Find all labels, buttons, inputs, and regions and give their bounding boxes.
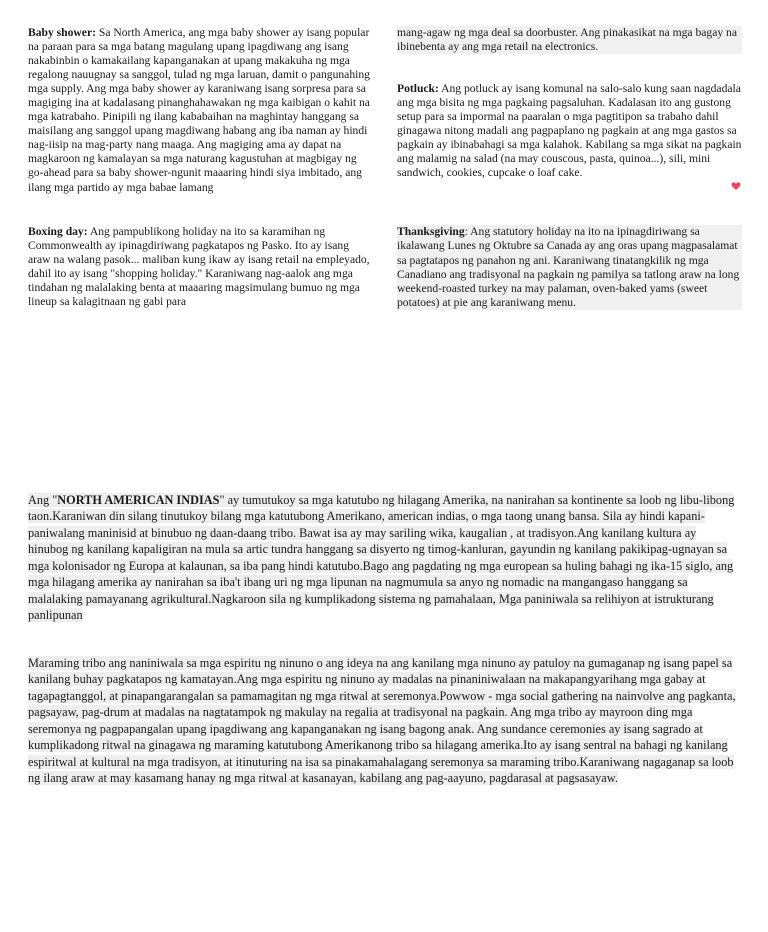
- north-american-indias-paragraph: [28, 492, 738, 624]
- boxing-day-continued: mang-agaw ng mga deal sa doorbuster. Ang pinakasikat na mga bagay na ibinebenta ay ang mga retail na electronics.: [397, 26, 742, 54]
- baby-shower-paragraph: [28, 26, 374, 195]
- north-american-indias-section: [28, 492, 738, 624]
- heart-icon: [731, 181, 741, 191]
- thanksgiving-paragraph: [397, 225, 742, 309]
- potluck-paragraph: [397, 82, 742, 180]
- boxing-day-term: Boxing day:: [28, 224, 88, 238]
- boxing-day-text: Ang pampublikong holiday na ito sa karamihan ng Commonwealth ay ipinagdiriwang pagkatapos ng Pasko. Ito ay isang araw na walang pasok... maliban kung ikaw ay isang retail na empleyado, dahil ito ay isang "shopping holiday." Karaniwang nag-aalok ang mga tindahan ng malalaking benta at maaaring magsimulang bumuo ng mga lineup sa kalagitnaan ng gabi para: [28, 224, 370, 308]
- para2-text: Maraming tribo ang naniniwala sa mga espiritu ng ninuno o ang ideya na ang kanilang mga ninuno ay patuloy na gumaganap ng isang papel sa kanilang buhay pagkatapos ng kamatayan.Ang mga espiritu ng ninuno ay madalas na pinaniniwalaan na makapangyarihang mga gabay at tagapagtanggol, at pinapangarangalan sa pamamagitan ng mga ritwal at seremonya.Powwow - mga social gathering na nainvolve ang pagkanta, pagsayaw, pag-drum at madalas na nagtatampok ng makulay na regalia at tradisyonal na pagkain. Ang mga tribo ay mayroon ding mga seremonya ng pagpapangalan upang ipagdiwang ang kapanganakan ng isang bagong anak. Ang sundance ceremonies ay isang sagrado at kumplikadong ritwal na ginagawa ng maraming katutubong Amerikanong tribo sa hilagang amerika.Ito ay isang sentral na bahagi ng kanilang espiritwal at kultural na mga tradisyon, at itinuturing na isa sa pinakamahalagang seremonya sa maraming tribo.Karaniwang nagaganap sa loob ng ilang araw at may kasamang hanay ng mga ritwal at kasanayan, kabilang ang pag-aayuno, pagdarasal at pagsasayaw.: [28, 656, 736, 786]
- thanksgiving-text: : Ang statutory holiday na ito na ipinagdiriwang sa ikalawang Lunes ng Oktubre sa Canada ay ang oras upang magpasalamat sa pagtatapos ng panahon ng ani. Karaniwang tinatangkilik ng mga Canadiano ang tradisyonal na pagkain ng pamilya sa tatlong araw na long weekend-roasted turkey na may palaman, oven-baked yams (sweet potatoes) at pie ang karaniwang menu.: [397, 225, 740, 309]
- baby-shower-text: Sa North America, ang mga baby shower ay isang popular na paraan para sa mga batang magulang upang ipagdiwang ang isang nakabinbin o kamakailang kapanganakan at upang makakuha ng mga regalong nauugnay sa sanggol, tulad ng mga laruan, damit o pangunahing mga supply. Ang mga baby shower ay karaniwang isang sorpresa para sa magiging ina at kadalasang pinanghahawakan ng mga kaibigan o kahit na mga katrabaho. Pinipili ng ilang kababaihan na maghintay hanggang sa maisilang ang sanggol upang magdiwang habang ang iba naman ay hindi nag-iisip na mag-party nang maaga. Ang magiging ama ay dapat na magkaroon ng kamalayan sa mga naturang kagustuhan at magbigay ng go-ahead para sa baby shower-ngunit maaaring hindi siya imbitado, ang ilang mga partido ay mga babae lamang: [28, 26, 370, 194]
- potluck-term: Potluck:: [397, 82, 439, 96]
- thanksgiving-term: Thanksgiving: [397, 225, 465, 239]
- baby-shower-term: Baby shower:: [28, 26, 96, 39]
- para1-prefix: Ang ": [28, 493, 58, 507]
- north-american-indias-term: NORTH AMERICAN INDIAS: [57, 493, 220, 507]
- potluck-text: Ang potluck ay isang komunal na salo-salo kung saan nagdadala ang mga bisita ng mga pagkaing pagsaluhan. Kadalasan ito ang gustong setup para sa impormal na paaralan o mga pagtitipon sa trabaho dahil ginagawa nitong madali ang pagpaplano ng pagkain at ang mga gastos sa pagkain ay ibinabahagi sa mga kalahok. Kabilang sa mga sikat na pagkain ang malamig na salad (na may couscous, pasta, quinoa...), sili, mini sandwich, cookies, cupcake o loaf cake.: [397, 82, 742, 180]
- boxing-day-paragraph: [28, 225, 374, 309]
- ancestral-spirits-section: [28, 655, 738, 787]
- left-column: [28, 26, 374, 309]
- ancestral-spirits-paragraph: [28, 655, 738, 787]
- right-column: [397, 26, 742, 310]
- para1-text: " ay tumutukoy sa mga katutubo ng hilagang Amerika, na nanirahan sa kontinente sa loob ng libu-libong taon.Karaniwan din silang tinutukoy bilang mga katutubong Amerikano, american indias, o mga taong unang bansa. Sila ay hindi kapani-paniwalang maninisid at binubuo ng daan-daang tribo. Bawat isa ay may sariling wika, kaugalian , at tradisyon.Ang kanilang kultura ay hinubog ng kanilang kapaligiran na mula sa artic tundra hanggang sa disyerto ng timog-kanluran, gayundin ng kanilang pakikipag-ugnayan sa mga kolonisador ng Europa at kalaunan, sa iba pang hindi katutubo.Bago ang pagdating ng mga european sa huling bahagi ng ika-15 siglo, ang mga hilagang amerika ay nanirahan sa iba't ibang uri ng mga lipunan na nagmumula sa anyo ng nomadic na mangangaso hanggang sa malalaking pamayanang agrikultural.Nagkaroon sila ng kumplikadong sistema ng pamahalaan, Mga paniniwala sa relihiyon at istrukturang panlipunan: [28, 493, 735, 623]
